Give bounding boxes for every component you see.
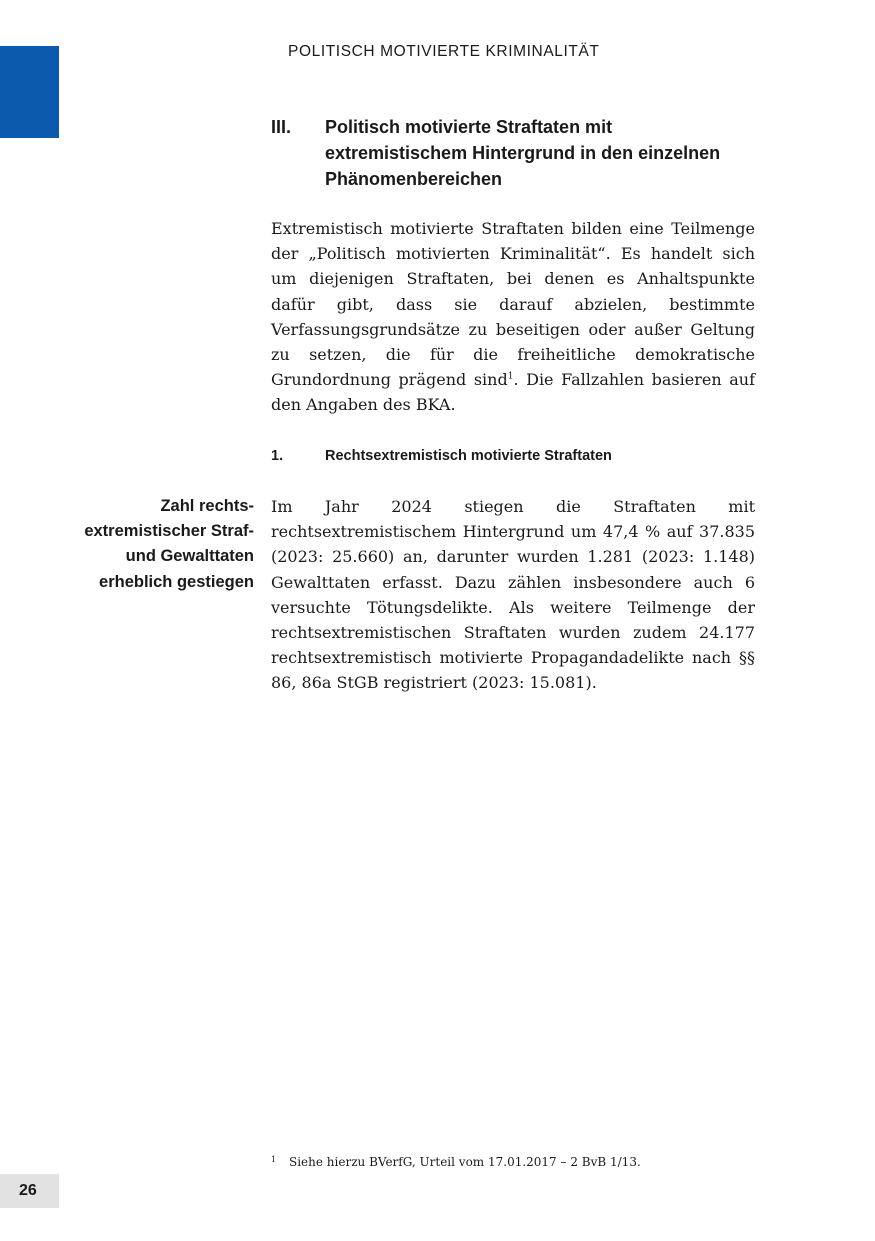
footnote-text: Siehe hierzu BVerfG, Urteil vom 17.01.2017 – 2 BvB 1/13. (289, 1155, 641, 1169)
intro-text-part-1: Extremistisch motivierte Straftaten bilden eine Teilmenge der „Politisch motivierten Kriminalität“. Es handelt sich um diejenigen Straftaten, bei denen es Anhaltspunkte dafür gibt, dass sie darauf abzielen, bestimmte Verfassungsgrundsätze zu beseitigen oder außer Geltung zu setzen, die für die freiheitliche demokratische Grundordnung prägend sind (271, 219, 755, 390)
section-heading (271, 114, 751, 192)
margin-note-line: erheblich gestiegen (99, 572, 254, 591)
subsection-heading (271, 446, 755, 466)
margin-note-line: extremistischer Straf- (84, 522, 254, 541)
section-title: Politisch motivierte Straftaten mit extremistischem Hintergrund in den einzelnen Phänomenbereichen (325, 117, 721, 189)
right-wing-statistics-paragraph: Im Jahr 2024 stiegen die Straftaten mit rechtsextremistischem Hintergrund um 47,4 % auf 37.835 (2023: 25.660) an, darunter wurden 1.281 (2023: 1.148) Gewalttaten erfasst. Dazu zählen insbesondere auch 6 versuchte Tötungsdelikte. Als weitere Teilmenge der rechtsextremistischen Straftaten wurden zudem 24.177 rechtsextremistisch motivierte Propagandadelikte nach §§ 86, 86a StGB registriert (2023: 15.081). (271, 497, 755, 693)
footnote-reference[interactable]: 1 (507, 371, 514, 382)
chapter-color-tab (0, 46, 59, 138)
subsection-number: 1. (271, 448, 284, 464)
section-number: III. (271, 117, 292, 137)
page-number: 26 (19, 1182, 37, 1199)
margin-note (40, 494, 254, 595)
margin-note-line: und Gewalttaten (125, 547, 254, 566)
footnote (271, 1154, 755, 1170)
subsection-title: Rechtsextremistisch motivierte Straftaten (325, 448, 612, 464)
running-header: POLITISCH MOTIVIERTE KRIMINALITÄT (288, 43, 600, 60)
footnote-mark: 1 (271, 1155, 277, 1164)
intro-text-part-2: . Die Fallzahlen basieren auf den Angaben des BKA. (271, 370, 755, 415)
margin-note-line: Zahl rechts- (160, 497, 254, 515)
intro-paragraph (271, 216, 755, 418)
page-number-box (0, 1174, 59, 1208)
